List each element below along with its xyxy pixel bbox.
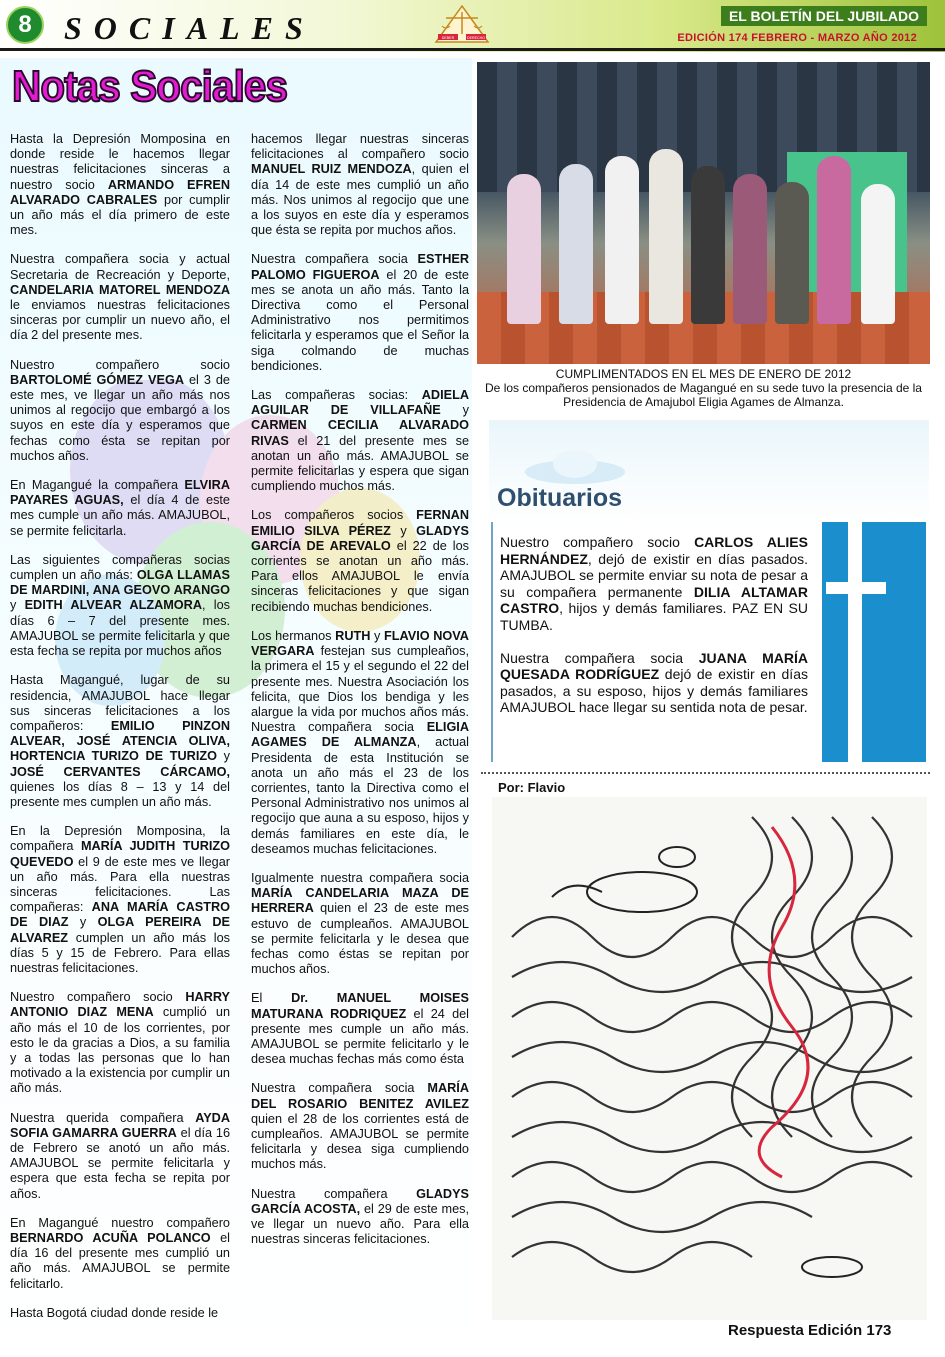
paragraph: hacemos llegar nuestras sinceras felicitaciones al compañero socio MANUEL RUIZ MENDOZA, quien el día 14 de este mes cumplió un año más. Nos unimos al regocijo que une a los suyos en este día y esperamos que ésta se repita por muchos años.	[251, 132, 470, 238]
photo-person	[691, 166, 725, 324]
name-highlight: CARLOS ALIES HERNÁNDEZ	[500, 534, 808, 567]
name-highlight: ELIGIA AGAMES DE ALMANZA	[251, 720, 469, 750]
maze-answer-label: Respuesta Edición 173	[728, 1322, 892, 1339]
paragraph: Igualmente nuestra compañera socia MARÍA CANDELARIA MAZA DE HERRERA quien el 23 de este mes estuvo de cumpleaños. AMAJUBOL se permite felicitarla y le desea que fechas como éstas se repitan por muchos años.	[251, 870, 469, 977]
column-middle	[251, 132, 469, 1261]
photo-person	[559, 164, 593, 324]
paragraph: Hasta Magangué, lugar de su residencia, AMAJUBOL hace llegar sus sinceras felicitaciones a los compañeros: EMILIO PINZON ALVEAR, JOSÉ ATENCIA OLIVA, HORTENCIA TURIZO DE TURIZO y JOSÉ CERVANTES CÁRCAMO, quienes los días 8 – 13 y 14 del presente mes cumplen un año más.	[10, 673, 230, 809]
maze-puzzle-image	[492, 797, 927, 1320]
name-highlight: BERNARDO ACUÑA POLANCO	[10, 1231, 211, 1245]
name-highlight: JOSÉ CERVANTES CÁRCAMO,	[10, 764, 230, 779]
name-highlight: HARRY ANTONIO DIAZ MENA	[10, 990, 230, 1020]
name-highlight: OLGA PEREIRA DE ALVAREZ	[10, 915, 230, 945]
scales-emblem-icon	[432, 4, 492, 44]
paragraph: Nuestro compañero socio BARTOLOMÉ GÓMEZ VEGA el 3 de este mes, ve llegar un año más nos unimos al regocijo que embargó a los suyos en este día y esperamos que fechas como ésta se repitan por muchos años.	[10, 357, 230, 463]
photo-caption-body: De los compañeros pensionados de Magangué en su sede tuvo la presencia de la Presidencia de Amajubol Eligia Agames de Almanza.	[485, 381, 922, 409]
paragraph: Nuestra compañera socia ESTHER PALOMO FIGUEROA el 20 de este mes se anota un año más. Tanto la Directiva como el Personal Administrativo nos permitimos felicitarla y esperamos que el Señor la siga colmando de muchas bendiciones.	[251, 252, 469, 373]
paragraph: En Magangué la compañera ELVIRA PAYARES AGUAS, el día 4 de este mes cumple un año más. AMAJUBOL, se permite felicitarla.	[10, 478, 230, 538]
paragraph: Nuestra querida compañera AYDA SOFIA GAMARRA GUERRA el día 16 de Febrero se anotó un año más. AMAJUBOL se permite felicitarla y espera que esta fecha se repita por años.	[10, 1110, 231, 1201]
ufo-cloud-icon	[520, 440, 630, 490]
obituaries-title: Obituarios	[497, 484, 623, 512]
name-highlight: AYDA SOFIA GAMARRA GUERRA	[10, 1110, 230, 1140]
paragraph: Hasta la Depresión Momposina en donde reside le hacemos llegar nuestras felicitaciones sinceras a nuestro socio ARMANDO EFREN ALVARADO CABRALES por cumplir un año más el día primero de este mes.	[10, 132, 230, 238]
maze-author: Por: Flavio	[498, 780, 566, 795]
name-highlight: RUTH	[335, 628, 371, 643]
publication-name: EL BOLETÍN DEL JUBILADO	[721, 6, 927, 26]
name-highlight: Dr. MANUEL MOISES MATURANA RODRIQUEZ	[251, 991, 469, 1021]
name-highlight: BARTOLOMÉ GÓMEZ VEGA	[10, 372, 184, 387]
name-highlight: JUANA MARÍA QUESADA RODRÍGUEZ	[500, 649, 808, 683]
paragraph: Nuestra compañera GLADYS GARCÍA ACOSTA, el 29 de este mes, ve llegar un nuevo año. Para ella nuestras sinceras felicitaciones.	[251, 1186, 470, 1247]
photo-person	[733, 174, 767, 324]
paragraph: Nuestro compañero socio CARLOS ALIES HERNÁNDEZ, dejó de existir en días pasados. AMAJUBOL se permite enviar su nota de pesar a su compañera permanente DILIA ALTAMAR CASTRO, hijos y demás familiares. PAZ EN SU TUMBA.	[500, 534, 808, 633]
paragraph: El Dr. MANUEL MOISES MATURANA RODRIQUEZ el 24 del presente mes cumple un año más. AMAJUBOL se permite felicitarlo y le desea muchas fechas más como ésta	[251, 991, 470, 1067]
header-rule	[0, 48, 945, 51]
cross-panel	[822, 522, 926, 762]
name-highlight: DILIA ALTAMAR CASTRO	[500, 583, 808, 617]
name-highlight: GLADYS GARCÍA ACOSTA,	[251, 1186, 469, 1216]
photo-person	[649, 149, 683, 324]
maze-divider	[481, 772, 930, 774]
name-highlight: CANDELARIA MATOREL MENDOZA	[10, 282, 230, 297]
paragraph: Nuestra compañera socia y actual Secretaria de Recreación y Deporte, CANDELARIA MATOREL MENDOZA le enviamos nuestras felicitaciones sinceras por cumplir un nuevo año, el día 2 del presente mes.	[10, 252, 230, 343]
name-highlight: GLADYS GARCÍA DE AREVALO	[251, 523, 469, 553]
name-highlight: ELVIRA PAYARES AGUAS,	[10, 478, 230, 508]
paragraph: En la Depresión Momposina, la compañera MARÍA JUDITH TURIZO QUEVEDO el 9 de este mes ve llegar un año más. Para ella nuestras sinceras felicitaciones. Las compañeras: ANA MARÍA CASTRO DE DIAZ y OLGA PEREIRA DE ALVAREZ cumplen un año más los días 5 y 15 de Febrero. Para ellas nuestras felicitaciones.	[10, 824, 231, 975]
emblem-right-label: DERECHO	[467, 36, 485, 40]
photo-person	[861, 184, 895, 324]
name-highlight: ANA MARÍA CASTRO DE DIAZ	[10, 900, 231, 930]
photo-person	[775, 182, 809, 324]
paragraph: Los hermanos RUTH y FLAVIO NOVA VERGARA festejan sus cumpleaños, la primera el 15 y el segundo el 22 del presente mes. Nuestra Asociación los felicita, que Dios los bendiga y les alargue la vida por muchos años más. Nuestra compañera socia ELIGIA AGAMES DE ALMANZA, actual Presidenta de esta Institución se anota un año más el 23 de los corrientes, tanto la Directiva como el Personal Administrativo nos unimos al regocijo que auna a su esposo, hijos y demás familiares en este día, le deseamos muchas felicitaciones.	[251, 628, 469, 856]
name-highlight: MARÍA DEL ROSARIO BENITEZ AVILEZ	[251, 1081, 469, 1111]
column-left	[10, 132, 230, 1335]
paragraph: Nuestra compañera socia JUANA MARÍA QUESADA RODRÍGUEZ dejó de existir en días pasados, a su esposo, hijos y demás familiares AMAJUBOL hace llegar su sentida nota de pesar.	[500, 649, 808, 716]
name-highlight: ESTHER PALOMO FIGUEROA	[251, 252, 469, 282]
edition-info: EDICIÓN 174 FEBRERO - MARZO AÑO 2012	[677, 32, 917, 44]
page-number: 8	[6, 6, 44, 44]
paragraph: Nuestra compañera socia MARÍA DEL ROSARIO BENITEZ AVILEZ quien el 28 de los corrientes está de cumpleaños. AMAJUBOL se permite felicitarla y desea siga cumpliendo muchos más.	[251, 1081, 469, 1172]
emblem-left-label: DEBER	[441, 36, 455, 40]
name-highlight: EDITH ALVEAR ALZAMORA	[24, 598, 203, 613]
cross-icon	[848, 522, 862, 762]
cross-icon-bar	[826, 582, 886, 594]
paragraph: Hasta Bogotá ciudad donde reside le	[10, 1305, 219, 1320]
name-highlight: MARÍA JUDITH TURIZO QUEVEDO	[10, 839, 230, 869]
photo-person	[507, 174, 541, 324]
photo-person	[605, 156, 639, 324]
paragraph: Las compañeras socias: ADIELA AGUILAR DE VILLAFAÑE y CARMEN CECILIA ALVARADO RIVAS el 21 del presente mes se anotan un año más. AMAJUBOL se permite felicitarlas y espera que sigan cumpliendo muchos más.	[251, 388, 469, 494]
section-title: SOCIALES	[64, 10, 315, 46]
paragraph: Nuestro compañero socio HARRY ANTONIO DIAZ MENA cumplió un año más el 10 de los corrientes, por esto le da gracias a Dios, a su familia y a todas las personas que lo han motivado a la existencia por cumplir un año más.	[10, 990, 230, 1096]
photo-person	[817, 156, 851, 324]
group-photo	[477, 62, 930, 364]
paragraph: En Magangué nuestro compañero BERNARDO ACUÑA POLANCO el día 16 del presente mes cumplió un año más. AMAJUBOL se permite felicitarlo.	[10, 1215, 230, 1291]
name-highlight: OLGA LLAMAS DE MARDINI, ANA GEOVO ARANGO	[10, 568, 230, 598]
main-heading: Notas Sociales	[12, 62, 288, 111]
photo-caption	[477, 367, 930, 409]
paragraph: Los compañeros socios FERNAN EMILIO SILVA PÉREZ y GLADYS GARCÍA DE AREVALO el 22 de los corrientes se anotan un año más. Para ellos AMAJUBOL le envía sinceras felicitaciones y que sigan recibiendo muchas bendiciones.	[251, 508, 470, 614]
paragraph: Las siguientes compañeras socias cumplen un año más: OLGA LLAMAS DE MARDINI, ANA GEOVO ARANGO y EDITH ALVEAR ALZAMORA, los días 6 – 7 del presente mes. AMAJUBOL se permite felicitarla y que esta fecha se repita por muchos años	[10, 552, 230, 659]
name-highlight: EMILIO PINZON ALVEAR, JOSÉ ATENCIA OLIVA, HORTENCIA TURIZO DE TURIZO	[10, 718, 230, 764]
photo-caption-title: CUMPLIMENTADOS EN EL MES DE ENERO DE 2012	[555, 367, 852, 381]
name-highlight: ARMANDO EFREN ALVARADO CABRALES	[10, 177, 230, 207]
name-highlight: ADIELA AGUILAR DE VILLAFAÑE	[251, 388, 469, 418]
name-highlight: FLAVIO NOVA VERGARA	[251, 628, 469, 659]
name-highlight: MANUEL RUIZ MENDOZA	[251, 162, 412, 177]
name-highlight: CARMEN CECILIA ALVARADO RIVAS	[251, 418, 469, 448]
name-highlight: FERNAN EMILIO SILVA PÉREZ	[251, 508, 469, 538]
name-highlight: MARÍA CANDELARIA MAZA DE HERRERA	[251, 886, 469, 916]
obituaries-text	[500, 534, 808, 732]
